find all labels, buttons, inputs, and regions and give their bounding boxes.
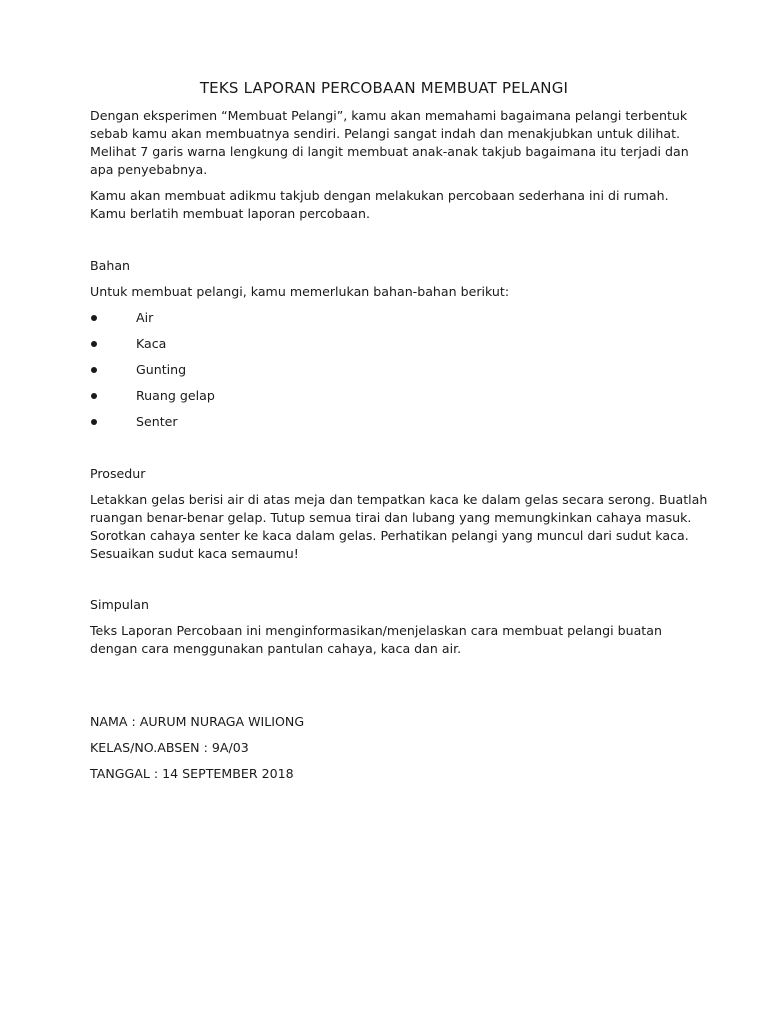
bullet-icon (91, 315, 97, 321)
intro-paragraph-1 (90, 107, 690, 179)
text-line: Letakkan gelas berisi air di atas meja dan tempatkan kaca ke dalam gelas secara serong. Buatlah (90, 492, 708, 507)
simpulan-heading: Simpulan (90, 597, 149, 612)
bullet-icon (91, 419, 97, 425)
intro-paragraph-2 (90, 187, 690, 223)
text-line: Sesuaikan sudut kaca semaumu! (90, 546, 299, 561)
list-item-label: Ruang gelap (136, 388, 215, 403)
bullet-icon (91, 367, 97, 373)
list-item (90, 413, 390, 439)
student-class: KELAS/NO.ABSEN : 9A/03 (90, 740, 249, 755)
document-title: TEKS LAPORAN PERCOBAAN MEMBUAT PELANGI (199, 79, 569, 97)
text-line: Dengan eksperimen “Membuat Pelangi”, kamu akan memahami bagaimana pelangi terbentuk (90, 108, 688, 123)
bullet-icon (91, 341, 97, 347)
bahan-heading: Bahan (90, 258, 131, 273)
list-item (90, 335, 390, 361)
simpulan-paragraph (90, 622, 690, 658)
list-item-label: Gunting (136, 362, 187, 377)
bahan-intro (90, 283, 690, 301)
list-item (90, 387, 390, 413)
text-line: Melihat 7 garis warna lengkung di langit membuat anak-anak takjub bagaimana itu terjadi dan (90, 144, 689, 159)
prosedur-paragraph (90, 491, 708, 563)
list-item-label: Kaca (136, 336, 167, 351)
student-name: NAMA : AURUM NURAGA WILIONG (90, 714, 305, 729)
text-line: Teks Laporan Percobaan ini menginformasikan/menjelaskan cara membuat pelangi buatan (90, 623, 662, 638)
list-item-label: Air (136, 310, 154, 325)
list-item (90, 309, 390, 335)
text-line: sebab kamu akan membuatnya sendiri. Pelangi sangat indah dan menakjubkan untuk dilihat. (90, 126, 681, 141)
text-line: ruangan benar-benar gelap. Tutup semua tirai dan lubang yang memungkinkan cahaya masuk. (90, 510, 692, 525)
document-date: TANGGAL : 14 SEPTEMBER 2018 (90, 766, 294, 781)
bahan-list (90, 309, 390, 439)
text-line: Sorotkan cahaya senter ke kaca dalam gelas. Perhatikan pelangi yang muncul dari sudut kaca. (90, 528, 689, 543)
text-line: Untuk membuat pelangi, kamu memerlukan bahan-bahan berikut: (90, 284, 510, 299)
text-line: Kamu akan membuat adikmu takjub dengan melakukan percobaan sederhana ini di rumah. (90, 188, 669, 203)
list-item (90, 361, 390, 387)
bullet-icon (91, 393, 97, 399)
list-item-label: Senter (136, 414, 178, 429)
text-line: apa penyebabnya. (90, 162, 208, 177)
prosedur-heading: Prosedur (90, 466, 146, 481)
text-line: dengan cara menggunakan pantulan cahaya, kaca dan air. (90, 641, 462, 656)
text-line: Kamu berlatih membuat laporan percobaan. (90, 206, 370, 221)
